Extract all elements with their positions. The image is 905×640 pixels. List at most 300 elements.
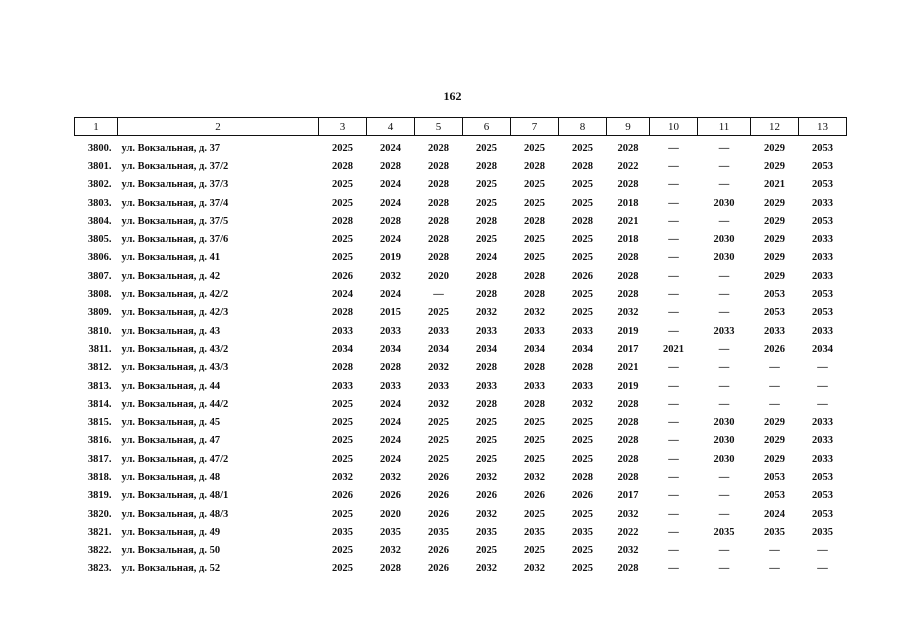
year-cell: —: [668, 398, 679, 410]
year-cell: 2025: [524, 197, 545, 209]
year-cell: 2034: [332, 343, 353, 355]
year-cell: 2026: [428, 545, 449, 557]
year-cell: —: [668, 234, 679, 246]
column-header-5: 5: [415, 118, 463, 136]
year-cell: 2028: [476, 362, 497, 374]
year-cell: —: [668, 435, 679, 447]
year-cell: —: [668, 307, 679, 319]
year-cell: 2032: [476, 508, 497, 520]
year-cell: 2033: [812, 197, 833, 209]
year-cell: 2034: [572, 343, 593, 355]
year-cell: 2025: [332, 179, 353, 191]
address-cell: ул. Вокзальная, д. 48/3: [121, 508, 229, 520]
row-number: 3812.: [87, 362, 112, 374]
year-cell: 2028: [428, 215, 449, 227]
year-cell: 2029: [764, 417, 785, 429]
year-cell: —: [668, 417, 679, 429]
year-cell: —: [817, 398, 828, 410]
table-header-row: [75, 118, 847, 136]
table-row: [75, 322, 847, 340]
year-cell: 2028: [380, 563, 401, 575]
year-cell: 2025: [572, 289, 593, 301]
year-cell: 2026: [524, 490, 545, 502]
year-cell: 2025: [476, 234, 497, 246]
year-cell: 2025: [572, 197, 593, 209]
row-number: 3800.: [87, 142, 112, 154]
year-cell: —: [668, 289, 679, 301]
year-cell: 2025: [572, 545, 593, 557]
year-cell: 2028: [332, 307, 353, 319]
year-cell: —: [668, 252, 679, 264]
year-cell: 2033: [812, 252, 833, 264]
year-cell: —: [718, 398, 730, 410]
year-cell: 2034: [524, 343, 545, 355]
row-number: 3807.: [87, 270, 112, 282]
year-cell: —: [718, 270, 730, 282]
year-cell: 2028: [524, 270, 545, 282]
column-header-4: 4: [367, 118, 415, 136]
year-cell: 2028: [476, 160, 497, 172]
year-cell: 2028: [428, 252, 449, 264]
year-cell: 2025: [476, 435, 497, 447]
year-cell: —: [668, 142, 679, 154]
year-cell: —: [668, 380, 679, 392]
year-cell: 2030: [713, 417, 735, 429]
row-number: 3806.: [87, 252, 112, 264]
year-cell: 2032: [524, 471, 545, 483]
year-cell: 2026: [572, 270, 593, 282]
year-cell: —: [769, 398, 780, 410]
year-cell: 2024: [380, 417, 401, 429]
year-cell: 2033: [764, 325, 785, 337]
column-header-9: 9: [607, 118, 650, 136]
year-cell: 2019: [380, 252, 401, 264]
year-cell: —: [668, 526, 679, 538]
row-number: 3821.: [87, 526, 112, 538]
year-cell: 2015: [380, 307, 401, 319]
address-cell: ул. Вокзальная, д. 45: [121, 417, 221, 429]
year-cell: 2053: [764, 307, 785, 319]
year-cell: —: [668, 471, 679, 483]
address-cell: ул. Вокзальная, д. 52: [121, 563, 221, 575]
row-number: 3804.: [87, 215, 112, 227]
year-cell: —: [718, 142, 730, 154]
row-number: 3813.: [87, 380, 112, 392]
year-cell: 2032: [617, 508, 639, 520]
year-cell: 2025: [428, 453, 449, 465]
year-cell: 2028: [428, 142, 449, 154]
year-cell: 2028: [380, 362, 401, 374]
year-cell: 2024: [380, 234, 401, 246]
year-cell: 2032: [428, 398, 449, 410]
year-cell: 2028: [428, 179, 449, 191]
year-cell: 2032: [572, 398, 593, 410]
year-cell: 2025: [332, 508, 353, 520]
year-cell: 2024: [380, 398, 401, 410]
row-number: 3816.: [87, 435, 112, 447]
table-row: [75, 136, 847, 158]
year-cell: 2033: [812, 270, 833, 282]
year-cell: 2029: [764, 215, 785, 227]
column-header-1: 1: [75, 118, 118, 136]
year-cell: 2025: [524, 252, 545, 264]
year-cell: 2034: [380, 343, 401, 355]
row-number: 3822.: [87, 545, 112, 557]
year-cell: 2029: [764, 435, 785, 447]
year-cell: 2033: [428, 325, 449, 337]
address-cell: ул. Вокзальная, д. 37/3: [121, 179, 229, 191]
table-row: [75, 249, 847, 267]
year-cell: 2028: [572, 362, 593, 374]
year-cell: —: [668, 362, 679, 374]
table-row: [75, 194, 847, 212]
address-cell: ул. Вокзальная, д. 37: [121, 142, 221, 154]
year-cell: 2026: [332, 490, 353, 502]
year-cell: —: [718, 362, 730, 374]
year-cell: —: [718, 160, 730, 172]
table-row: [75, 542, 847, 560]
year-cell: 2026: [380, 490, 401, 502]
year-cell: —: [769, 362, 780, 374]
year-cell: 2026: [428, 490, 449, 502]
year-cell: 2028: [428, 234, 449, 246]
year-cell: 2028: [617, 453, 639, 465]
row-number: 3802.: [87, 179, 112, 191]
year-cell: —: [769, 545, 780, 557]
year-cell: 2025: [524, 435, 545, 447]
year-cell: 2053: [764, 490, 785, 502]
row-number: 3814.: [87, 398, 112, 410]
year-cell: 2033: [524, 380, 545, 392]
year-cell: 2025: [476, 197, 497, 209]
year-cell: —: [668, 160, 679, 172]
year-cell: 2025: [572, 435, 593, 447]
year-cell: 2025: [572, 179, 593, 191]
year-cell: 2024: [380, 142, 401, 154]
address-cell: ул. Вокзальная, д. 48/1: [121, 490, 229, 502]
year-cell: 2025: [524, 142, 545, 154]
row-number: 3805.: [87, 234, 112, 246]
year-cell: 2024: [380, 453, 401, 465]
year-cell: 2035: [572, 526, 593, 538]
column-header-2: 2: [118, 118, 319, 136]
year-cell: 2025: [572, 417, 593, 429]
year-cell: 2028: [617, 142, 639, 154]
year-cell: 2034: [428, 343, 449, 355]
year-cell: 2025: [428, 435, 449, 447]
year-cell: 2028: [524, 398, 545, 410]
year-cell: 2021: [617, 215, 639, 227]
year-cell: 2025: [332, 453, 353, 465]
row-number: 3811.: [88, 343, 112, 355]
column-header-13: 13: [799, 118, 847, 136]
year-cell: 2021: [617, 362, 639, 374]
year-cell: 2035: [332, 526, 353, 538]
year-cell: 2053: [812, 508, 833, 520]
year-cell: —: [718, 215, 730, 227]
year-cell: 2020: [428, 270, 449, 282]
year-cell: 2025: [332, 252, 353, 264]
column-header-3: 3: [319, 118, 367, 136]
year-cell: —: [817, 545, 828, 557]
year-cell: 2026: [428, 508, 449, 520]
table-row: [75, 285, 847, 303]
year-cell: 2025: [572, 252, 593, 264]
year-cell: 2032: [476, 307, 497, 319]
year-cell: 2026: [428, 471, 449, 483]
year-cell: 2028: [380, 215, 401, 227]
year-cell: 2028: [572, 160, 593, 172]
year-cell: 2025: [476, 417, 497, 429]
column-header-11: 11: [698, 118, 751, 136]
year-cell: 2029: [764, 252, 785, 264]
year-cell: 2053: [812, 490, 833, 502]
year-cell: 2025: [332, 398, 353, 410]
table-row: [75, 523, 847, 541]
year-cell: 2025: [332, 234, 353, 246]
year-cell: 2030: [713, 197, 735, 209]
address-cell: ул. Вокзальная, д. 44: [121, 380, 221, 392]
year-cell: 2028: [617, 289, 639, 301]
year-cell: —: [668, 453, 679, 465]
table-row: [75, 377, 847, 395]
year-cell: 2032: [428, 362, 449, 374]
table-row: [75, 505, 847, 523]
year-cell: 2028: [617, 563, 639, 575]
column-header-10: 10: [650, 118, 698, 136]
year-cell: 2026: [332, 270, 353, 282]
year-cell: 2018: [617, 197, 639, 209]
column-header-12: 12: [751, 118, 799, 136]
year-cell: 2028: [524, 160, 545, 172]
address-cell: ул. Вокзальная, д. 43: [121, 325, 221, 337]
year-cell: —: [668, 325, 679, 337]
year-cell: 2025: [524, 453, 545, 465]
year-cell: 2032: [380, 270, 401, 282]
register-table: [74, 117, 847, 578]
year-cell: —: [668, 490, 679, 502]
year-cell: 2033: [428, 380, 449, 392]
year-cell: —: [718, 545, 730, 557]
year-cell: 2028: [476, 215, 497, 227]
year-cell: 2033: [332, 380, 353, 392]
year-cell: 2028: [617, 471, 639, 483]
year-cell: 2025: [572, 307, 593, 319]
address-cell: ул. Вокзальная, д. 42/2: [121, 289, 229, 301]
year-cell: —: [668, 508, 679, 520]
table-row: [75, 432, 847, 450]
year-cell: —: [817, 362, 828, 374]
year-cell: 2028: [617, 417, 639, 429]
address-cell: ул. Вокзальная, д. 47: [121, 435, 221, 447]
year-cell: —: [817, 380, 828, 392]
year-cell: 2028: [380, 160, 401, 172]
year-cell: 2028: [617, 435, 639, 447]
year-cell: 2020: [380, 508, 401, 520]
table-row: [75, 340, 847, 358]
year-cell: 2035: [524, 526, 545, 538]
year-cell: 2032: [617, 545, 639, 557]
year-cell: 2017: [617, 343, 639, 355]
year-cell: 2029: [764, 453, 785, 465]
year-cell: 2025: [476, 545, 497, 557]
year-cell: 2024: [476, 252, 497, 264]
year-cell: 2032: [380, 471, 401, 483]
year-cell: —: [668, 545, 679, 557]
year-cell: —: [718, 490, 730, 502]
address-cell: ул. Вокзальная, д. 48: [121, 471, 221, 483]
table-row: [75, 413, 847, 431]
year-cell: 2025: [332, 563, 353, 575]
year-cell: 2029: [764, 142, 785, 154]
year-cell: 2025: [572, 142, 593, 154]
year-cell: 2022: [617, 526, 639, 538]
year-cell: 2028: [476, 289, 497, 301]
year-cell: 2032: [380, 545, 401, 557]
year-cell: 2053: [812, 471, 833, 483]
year-cell: 2025: [332, 545, 353, 557]
table-row: [75, 176, 847, 194]
year-cell: 2018: [617, 234, 639, 246]
year-cell: 2022: [617, 160, 639, 172]
row-number: 3808.: [87, 289, 112, 301]
year-cell: 2035: [476, 526, 497, 538]
column-header-6: 6: [463, 118, 511, 136]
year-cell: 2029: [764, 160, 785, 172]
table-row: [75, 395, 847, 413]
table-row: [75, 450, 847, 468]
address-cell: ул. Вокзальная, д. 37/2: [121, 160, 229, 172]
year-cell: 2019: [617, 380, 639, 392]
year-cell: 2024: [380, 197, 401, 209]
year-cell: 2033: [332, 325, 353, 337]
year-cell: 2025: [428, 307, 449, 319]
table-row: [75, 157, 847, 175]
row-number: 3815.: [87, 417, 112, 429]
year-cell: 2024: [380, 289, 401, 301]
year-cell: 2025: [524, 417, 545, 429]
year-cell: 2021: [764, 179, 785, 191]
row-number: 3810.: [87, 325, 112, 337]
year-cell: 2026: [764, 343, 785, 355]
row-number: 3820.: [87, 508, 112, 520]
year-cell: 2033: [476, 380, 497, 392]
year-cell: 2025: [524, 545, 545, 557]
column-header-8: 8: [559, 118, 607, 136]
table-row: [75, 304, 847, 322]
year-cell: —: [718, 179, 730, 191]
year-cell: —: [769, 563, 780, 575]
year-cell: 2024: [380, 435, 401, 447]
table-row: [75, 359, 847, 377]
address-cell: ул. Вокзальная, д. 37/4: [121, 197, 229, 209]
table-row: [75, 487, 847, 505]
column-header-7: 7: [511, 118, 559, 136]
year-cell: 2030: [713, 234, 735, 246]
year-cell: —: [718, 289, 730, 301]
year-cell: 2025: [332, 417, 353, 429]
year-cell: 2025: [428, 417, 449, 429]
year-cell: 2035: [428, 526, 449, 538]
year-cell: 2033: [572, 380, 593, 392]
year-cell: —: [668, 270, 679, 282]
table-row: [75, 468, 847, 486]
year-cell: 2028: [524, 215, 545, 227]
year-cell: 2024: [332, 289, 353, 301]
year-cell: 2034: [812, 343, 833, 355]
address-cell: ул. Вокзальная, д. 42: [121, 270, 221, 282]
year-cell: 2033: [812, 435, 833, 447]
year-cell: —: [718, 508, 730, 520]
year-cell: 2033: [572, 325, 593, 337]
year-cell: 2017: [617, 490, 639, 502]
year-cell: 2053: [812, 289, 833, 301]
year-cell: 2032: [617, 307, 639, 319]
year-cell: 2032: [524, 563, 545, 575]
row-number: 3818.: [87, 471, 112, 483]
year-cell: 2026: [572, 490, 593, 502]
year-cell: 2025: [476, 142, 497, 154]
year-cell: 2030: [713, 453, 735, 465]
year-cell: 2026: [476, 490, 497, 502]
year-cell: 2032: [332, 471, 353, 483]
address-cell: ул. Вокзальная, д. 43/2: [121, 343, 229, 355]
year-cell: 2019: [617, 325, 639, 337]
year-cell: 2024: [764, 508, 785, 520]
address-cell: ул. Вокзальная, д. 37/5: [121, 215, 229, 227]
year-cell: —: [668, 197, 679, 209]
year-cell: 2028: [332, 362, 353, 374]
year-cell: 2030: [713, 435, 735, 447]
address-cell: ул. Вокзальная, д. 49: [121, 526, 221, 538]
year-cell: 2029: [764, 197, 785, 209]
year-cell: 2029: [764, 234, 785, 246]
year-cell: 2028: [617, 179, 639, 191]
table-row: [75, 230, 847, 248]
year-cell: 2035: [764, 526, 785, 538]
year-cell: 2028: [572, 215, 593, 227]
address-cell: ул. Вокзальная, д. 50: [121, 545, 221, 557]
year-cell: 2028: [524, 289, 545, 301]
year-cell: 2025: [524, 234, 545, 246]
year-cell: 2053: [812, 307, 833, 319]
year-cell: 2053: [764, 289, 785, 301]
page-number: 162: [443, 89, 462, 103]
year-cell: 2025: [332, 197, 353, 209]
year-cell: —: [718, 343, 730, 355]
year-cell: —: [718, 563, 730, 575]
year-cell: 2028: [617, 270, 639, 282]
table-row: [75, 560, 847, 578]
year-cell: —: [718, 307, 730, 319]
year-cell: 2028: [428, 160, 449, 172]
year-cell: 2033: [812, 453, 833, 465]
table-row: [75, 267, 847, 285]
year-cell: 2025: [332, 142, 353, 154]
year-cell: 2028: [476, 270, 497, 282]
year-cell: 2028: [617, 398, 639, 410]
row-number: 3819.: [87, 490, 112, 502]
year-cell: 2025: [572, 508, 593, 520]
year-cell: 2035: [380, 526, 401, 538]
year-cell: —: [668, 179, 679, 191]
year-cell: 2025: [332, 435, 353, 447]
year-cell: —: [718, 471, 730, 483]
year-cell: —: [817, 563, 828, 575]
address-cell: ул. Вокзальная, д. 42/3: [121, 307, 229, 319]
year-cell: 2032: [476, 563, 497, 575]
year-cell: 2025: [524, 508, 545, 520]
